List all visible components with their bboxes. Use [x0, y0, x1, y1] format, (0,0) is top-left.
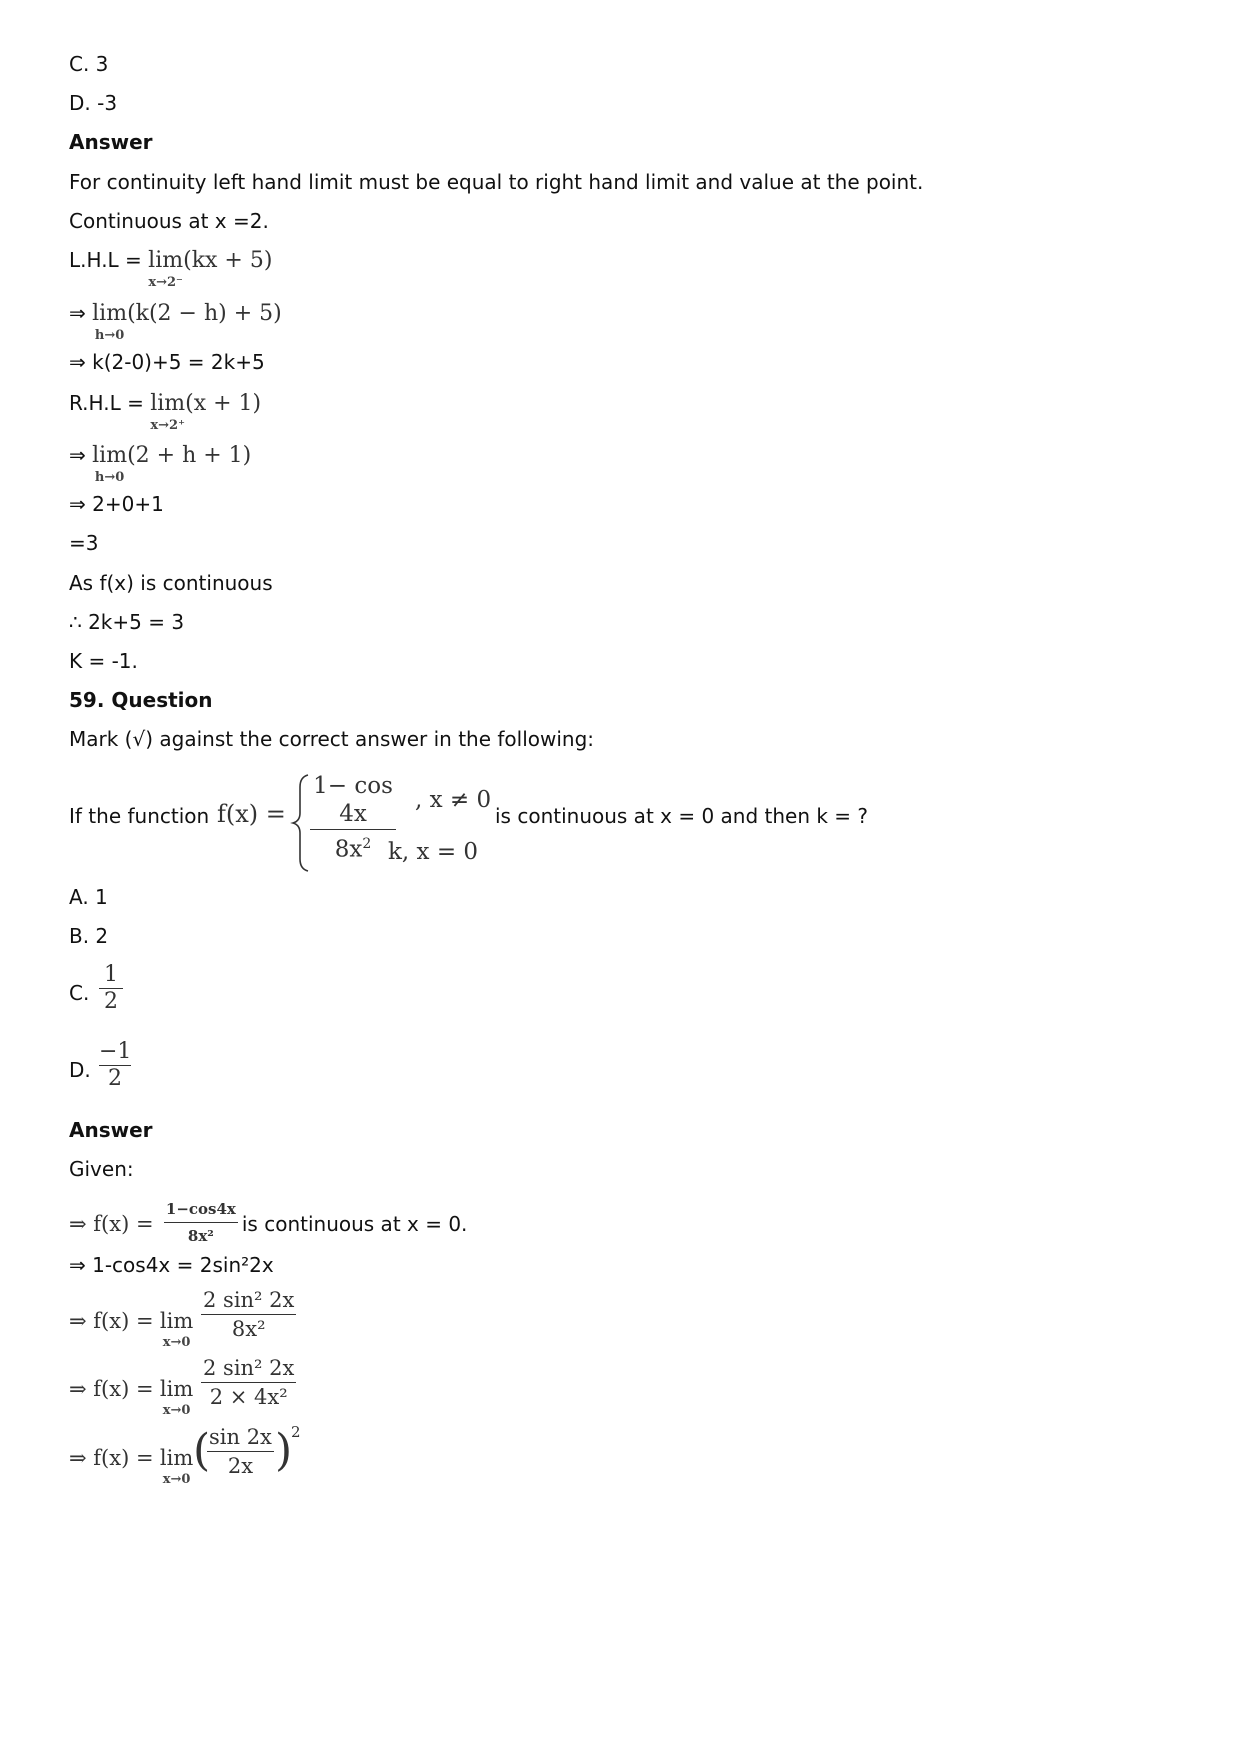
option-c-denominator: 2	[104, 989, 118, 1014]
step-1-fraction	[201, 1286, 296, 1343]
step-2-denominator: 2 × 4x²	[201, 1382, 296, 1411]
rhl-step-1	[69, 442, 252, 485]
limit-subscript: x→2⁺	[150, 418, 185, 433]
limit-subscript: h→0	[94, 328, 125, 343]
limit-operator: lim x→2⁺	[150, 391, 185, 417]
limit-operator: lim x→0	[160, 1376, 193, 1402]
implies-arrow: ⇒	[69, 301, 86, 325]
piecewise-brace	[290, 773, 312, 873]
given-fx: ⇒ f(x) =	[69, 1212, 154, 1236]
option-a: A. 1	[69, 885, 108, 909]
option-c-previous: C. 3	[69, 52, 109, 76]
given-numerator: 1−cos4x	[165, 1200, 236, 1218]
limit-step-1	[69, 1288, 295, 1368]
option-c-label: C.	[69, 981, 90, 1005]
given-denominator: 8x²	[164, 1222, 238, 1249]
lhl-step-1	[69, 300, 282, 343]
continuous-at-text: Continuous at x =2.	[69, 209, 269, 233]
option-d-label: D.	[69, 1058, 91, 1082]
case-1-fraction	[310, 772, 396, 864]
limit-step-2	[69, 1356, 295, 1436]
rhl-line	[69, 390, 262, 433]
lhl-step-1-expression: (k(2 − h) + 5)	[127, 301, 282, 326]
step-3-numerator: sin 2x	[209, 1425, 272, 1449]
option-d-previous: D. -3	[69, 91, 118, 115]
option-d-denominator: 2	[108, 1066, 122, 1091]
lhl-expression: (kx + 5)	[183, 248, 273, 273]
step-3-exponent: 2	[291, 1423, 301, 1441]
answer-heading: Answer	[69, 1118, 153, 1142]
step-3-denominator: 2x	[207, 1451, 274, 1480]
option-c-fraction	[99, 962, 123, 1015]
implies-arrow: ⇒	[69, 443, 86, 467]
function-name: f(x) =	[217, 800, 286, 828]
question-suffix: is continuous at x = 0 and then k = ?	[495, 804, 869, 828]
step-1-numerator: 2 sin² 2x	[203, 1288, 295, 1312]
option-c-numerator: 1	[104, 962, 118, 987]
limit-subscript: x→0	[162, 1403, 191, 1418]
rhl-step-1-expression: (2 + h + 1)	[127, 443, 252, 468]
step-2-prefix: ⇒ f(x) =	[69, 1377, 154, 1401]
therefore-equation: ∴ 2k+5 = 3	[69, 610, 185, 634]
limit-step-3	[69, 1423, 301, 1505]
close-paren: )	[275, 1425, 293, 1476]
option-d-numerator: −1	[99, 1039, 132, 1064]
step-1-prefix: ⇒ f(x) =	[69, 1309, 154, 1333]
answer-heading: Answer	[69, 130, 153, 154]
step-2-fraction	[201, 1354, 296, 1411]
limit-operator: lim x→0	[160, 1445, 193, 1471]
continuity-rule: For continuity left hand limit must be equal to right hand limit and value at the point.	[69, 170, 924, 194]
open-paren: (	[193, 1425, 211, 1476]
option-d-fraction	[99, 1039, 131, 1092]
given-function-line	[69, 1199, 467, 1252]
option-b: B. 2	[69, 924, 109, 948]
limit-operator: lim x→0	[160, 1308, 193, 1334]
case-1-denominator: $8x^2$	[334, 836, 372, 863]
given-fraction	[164, 1196, 238, 1249]
case-1-condition: , x ≠ 0	[415, 787, 492, 813]
limit-subscript: h→0	[94, 470, 125, 485]
given-suffix: is continuous at x = 0.	[241, 1212, 468, 1236]
limit-operator: lim x→2⁻	[148, 248, 183, 274]
as-continuous-text: As f(x) is continuous	[69, 571, 273, 595]
rhl-step-2: ⇒ 2+0+1	[69, 492, 164, 516]
lhl-step-2: ⇒ k(2-0)+5 = 2k+5	[69, 350, 265, 374]
limit-subscript: x→0	[162, 1472, 191, 1487]
case-1-numerator: 1− cos 4x	[313, 773, 393, 827]
limit-operator: lim h→0	[92, 301, 127, 327]
step-3-prefix: ⇒ f(x) =	[69, 1446, 154, 1470]
limit-subscript: x→2⁻	[148, 275, 183, 290]
rhl-result: =3	[69, 531, 99, 555]
step-1-denominator: 8x²	[201, 1314, 296, 1343]
k-result: K = -1.	[69, 649, 138, 673]
given-label: Given:	[69, 1157, 134, 1181]
case-2: k, x = 0	[388, 839, 479, 865]
question-prefix: If the function	[69, 804, 210, 828]
identity-line: ⇒ 1-cos4x = 2sin²2x	[69, 1253, 274, 1277]
limit-operator: lim h→0	[92, 443, 127, 469]
step-3-fraction	[207, 1423, 274, 1480]
limit-subscript: x→0	[162, 1335, 191, 1350]
step-2-numerator: 2 sin² 2x	[203, 1356, 295, 1380]
lhl-line	[69, 247, 273, 290]
question-heading: 59. Question	[69, 688, 213, 712]
lhl-label: L.H.L =	[69, 248, 142, 272]
rhl-label: R.H.L =	[69, 391, 144, 415]
rhl-expression: (x + 1)	[185, 391, 262, 416]
question-instruction: Mark (√) against the correct answer in the following:	[69, 727, 595, 751]
